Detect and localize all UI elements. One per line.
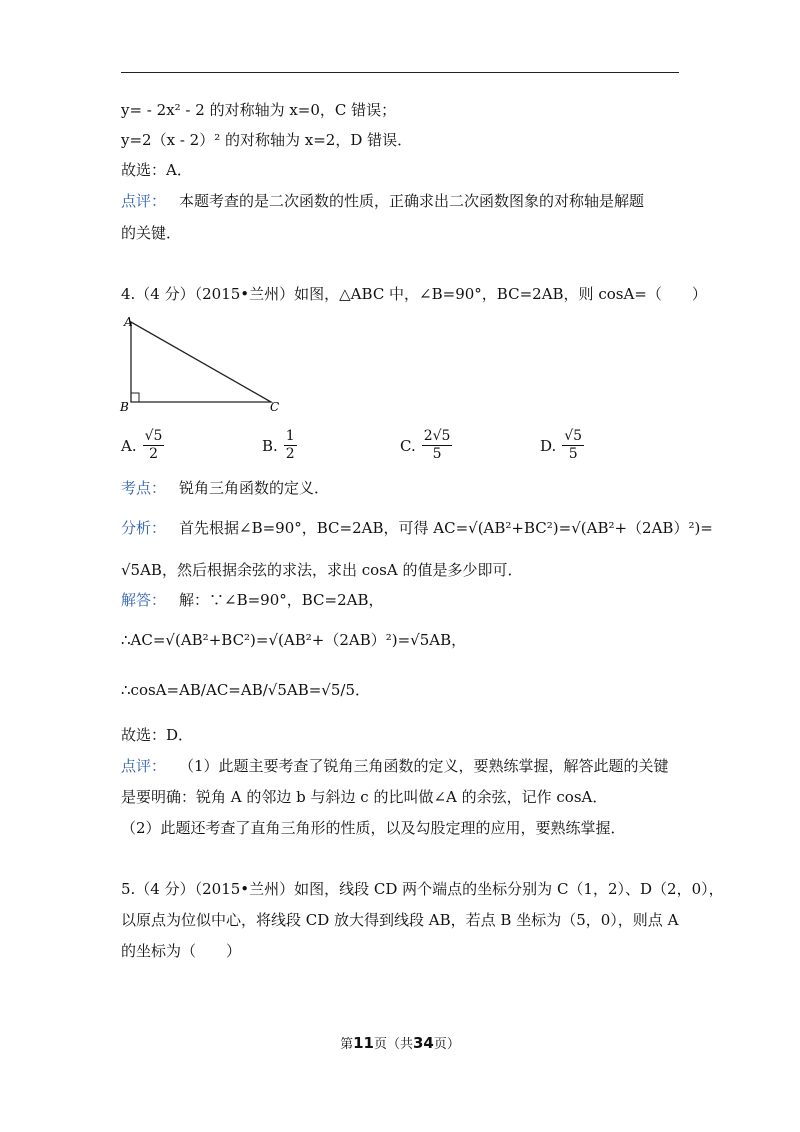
q4-answer-ac: ∴AC=√(AB²+BC²)=√(AB²+（2AB）²)=√5AB， (121, 631, 467, 649)
answer-text: 解：∵∠B=90°，BC=2AB， (179, 591, 384, 609)
s3-line-2: y=2（x - 2）² 的对称轴为 x=2，D 错误． (121, 131, 413, 149)
option-letter: A. (121, 436, 137, 455)
s3-comment (121, 191, 644, 211)
kp-text: 锐角三角函数的定义． (179, 479, 330, 497)
q4-analysis (121, 518, 713, 538)
option-fraction: $\frac{√5}{2}$ (144, 428, 163, 462)
option-letter: D. (540, 436, 557, 455)
comment-label: 点评： (121, 192, 167, 210)
footer-prefix: 第 (340, 1037, 354, 1052)
q4-choice: 故选：D． (121, 726, 194, 744)
q4-comment (121, 756, 669, 776)
s3-comment-cont: 的关键． (121, 224, 182, 242)
analysis-label: 分析： (121, 519, 167, 537)
option-b[interactable] (262, 428, 299, 463)
q4-analysis-cont: √5AB，然后根据余弦的求法，求出 cosA 的值是多少即可． (121, 561, 523, 579)
q4-answer (121, 590, 384, 610)
analysis-text: 首先根据∠B=90°，BC=2AB，可得 AC=√(AB²+BC²)=√(AB²+（2AB）²)= (179, 519, 713, 537)
q5-line-2: 以原点为位似中心，将线段 CD 放大得到线段 AB，若点 B 坐标为（5，0），则点 A (121, 911, 679, 929)
comment-text: 本题考查的是二次函数的性质，正确求出二次函数图象的对称轴是解题 (179, 192, 645, 210)
option-fraction: $\frac{1}{2}$ (285, 428, 295, 462)
page-footer (0, 1033, 800, 1052)
comment-text: （1）此题主要考查了锐角三角函数的定义，要熟练掌握，解答此题的关键 (179, 757, 669, 775)
s3-choice: 故选：A． (121, 161, 192, 179)
option-d[interactable] (540, 428, 586, 463)
option-c[interactable] (400, 428, 454, 463)
vertex-a-label: A (124, 315, 133, 329)
option-fraction: $\frac{√5}{5}$ (564, 428, 583, 462)
triangle-figure (118, 312, 288, 416)
header-rule (121, 72, 679, 73)
option-letter: B. (262, 436, 278, 455)
q4-answer-cos: ∴cosA=AB/AC=AB/√5AB=√5/5． (121, 681, 370, 699)
q4-stem: 4.（4 分）（2015•兰州）如图，△ABC 中，∠B=90°，BC=2AB，则 cosA=（ ） (121, 285, 707, 303)
answer-label: 解答： (121, 591, 167, 609)
footer-mid: 页（共 (373, 1037, 413, 1052)
vertex-c-label: C (270, 400, 280, 414)
q5-line-3: 的坐标为（ ） (121, 942, 242, 960)
page-total: 34 (413, 1034, 434, 1052)
q4-comment-3: （2）此题还考查了直角三角形的性质，以及勾股定理的应用，要熟练掌握． (121, 819, 626, 837)
option-letter: C. (400, 436, 416, 455)
q5-line-1: 5.（4 分）（2015•兰州）如图，线段 CD 两个端点的坐标分别为 C（1，2）、D（2，0）， (121, 880, 724, 898)
q4-comment-2: 是要明确：锐角 A 的邻边 b 与斜边 c 的比叫做∠A 的余弦，记作 cosA． (121, 788, 608, 806)
footer-suffix: 页） (433, 1037, 460, 1052)
s3-line-1: y= - 2x² - 2 的对称轴为 x=0，C 错误； (121, 101, 397, 119)
comment-label: 点评： (121, 757, 167, 775)
option-a[interactable] (121, 428, 166, 463)
vertex-b-label: B (120, 400, 129, 414)
q4-knowledge-point (121, 478, 329, 498)
option-fraction: $\frac{2√5}{5}$ (423, 428, 451, 462)
page-number: 11 (353, 1034, 374, 1052)
kp-label: 考点： (121, 479, 167, 497)
